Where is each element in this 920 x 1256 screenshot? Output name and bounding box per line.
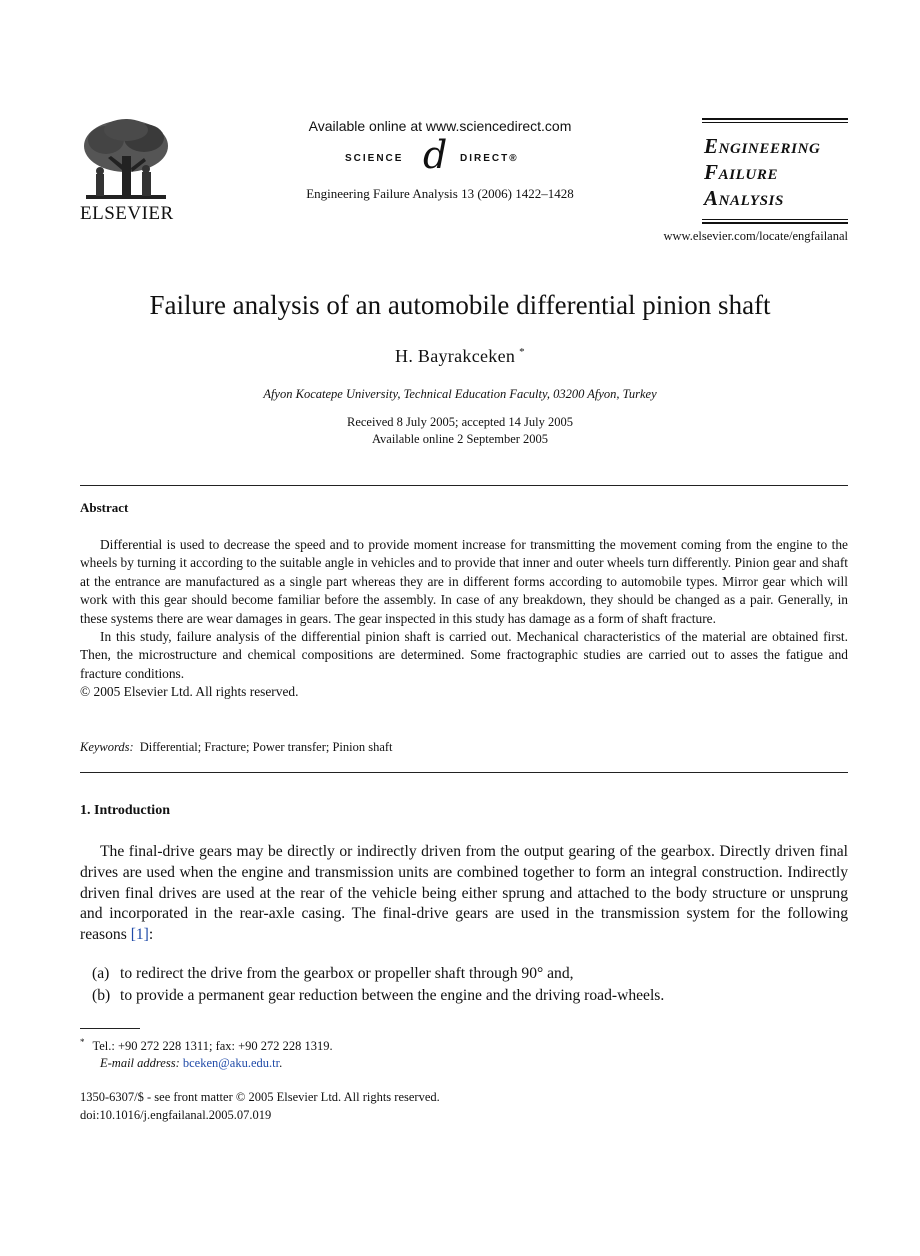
available-date: Available online 2 September 2005: [371, 432, 549, 446]
abstract-heading: Abstract: [80, 500, 129, 515]
journal-reference: Engineering Failure Analysis 13 (2006) 1422–1428: [306, 186, 574, 201]
journal-box-bottom-rule: [702, 222, 848, 224]
list-item-label: (a): [92, 965, 110, 982]
author-line: [0, 346, 920, 367]
sciencedirect-left: SCIENCE: [345, 153, 404, 164]
journal-title-cap-2: F: [704, 160, 719, 184]
author-footnote: [80, 1034, 333, 1072]
email-label: E-mail address:: [100, 1056, 180, 1070]
abstract-paragraph-2: In this study, failure analysis of the differential pinion shaft is carried out. Mechanical characteristics of the material are obtained first. Then, the microstructure and chemical compositions are determined. Some fractographic studies are carried out to asses the fatigue and fracture conditions.: [80, 629, 848, 681]
sciencedirect-at-icon: [423, 133, 448, 177]
list-item: [92, 963, 848, 985]
journal-title-rest-3: NALYSIS: [718, 193, 784, 209]
front-matter: [80, 1088, 440, 1124]
publisher-name: ELSEVIER: [80, 203, 174, 224]
journal-url-link[interactable]: www.elsevier.com/locate/engfailanal: [663, 229, 848, 243]
journal-box-bottom-rule-thin: [702, 219, 848, 220]
keywords: [80, 740, 393, 755]
citation-link[interactable]: [1]: [130, 926, 149, 944]
email-end: .: [279, 1056, 283, 1070]
introduction-paragraph-end: :: [148, 926, 154, 944]
header-center: [270, 118, 610, 202]
journal-box-top-rule: [702, 118, 848, 120]
issn-line: 1350-6307/$ - see front matter © 2005 Elsevier Ltd. All rights reserved.: [80, 1090, 440, 1104]
sciencedirect-right: DIRECT®: [460, 153, 519, 164]
footnote-contact: Tel.: +90 272 228 1311; fax: +90 272 228 1319.: [92, 1039, 333, 1053]
list-item-text: to provide a permanent gear reduction between the engine and the driving road-wheels.: [120, 986, 665, 1004]
available-online-text: Available online at www.sciencedirect.com: [308, 118, 572, 134]
keywords-list: Differential; Fracture; Power transfer; Pinion shaft: [139, 740, 393, 754]
footnote-contact-line: [80, 1034, 333, 1055]
abstract-paragraph-1: Differential is used to decrease the speed and to provide moment increase for transmitting the movement coming from the engine to the wheels by turning it according to the suitable angle in vehicles and to provide that inner and outer wheels turn differently. Pinion gear and shaft at the entrance are manufactured as a single part whereas they are in different forms according to automobile types. Mirror gear which will work with this gear should become familiar before the assembly. In case of any breakdown, they should be changed as a pair. Generally, in these systems there are wear damages in gears. The gear inspected in this study has damage as a form of shaft fracture.: [80, 537, 848, 626]
list-item: [92, 985, 848, 1007]
journal-title-box: [702, 118, 848, 224]
article-dates: [0, 414, 920, 448]
author-footnote-mark[interactable]: *: [519, 346, 525, 358]
abstract-body: [80, 536, 848, 702]
footnote-email-line: [80, 1055, 333, 1072]
journal-title-cap-1: E: [704, 134, 719, 158]
doi-line: doi:10.1016/j.engfailanal.2005.07.019: [80, 1108, 272, 1122]
footnote-rule: [80, 1028, 140, 1029]
abstract-bottom-rule: [80, 772, 848, 773]
introduction-body: [80, 842, 848, 946]
introduction-paragraph: [80, 842, 848, 946]
article-title: Failure analysis of an automobile differential pinion shaft: [149, 290, 771, 320]
abstract-copyright: © 2005 Elsevier Ltd. All rights reserved.: [80, 684, 299, 700]
section-heading-introduction: 1. Introduction: [80, 803, 170, 818]
journal-title-rest-1: NGINEERING: [718, 141, 821, 157]
journal-title: [702, 123, 848, 219]
introduction-paragraph-text: The final-drive gears may be directly or indirectly driven from the output gearing of the gearbox. Directly driven final drives are used when the engine and transmission units are combined together to form an integral construction. Indirectly driven final drives are used at the rear of the vehicle being either sprung and attached to the body structure or unsprung and incorporated in the rear-axle casing. The final-drive gears are used in the transmission system for the following reasons: [80, 843, 848, 944]
reasons-list: [92, 963, 848, 1006]
journal-title-rest-2: AILURE: [718, 167, 779, 183]
list-item-label: (b): [92, 986, 111, 1004]
keywords-label: Keywords:: [80, 740, 134, 754]
list-item-text: to redirect the drive from the gearbox or propeller shaft through 90° and,: [120, 965, 574, 982]
author-name: H. Bayrakceken: [395, 346, 516, 366]
journal-title-cap-3: A: [704, 186, 719, 210]
received-date: Received 8 July 2005; accepted 14 July 2005: [347, 415, 573, 429]
abstract-top-rule: [80, 485, 848, 486]
affiliation: Afyon Kocatepe University, Technical Education Faculty, 03200 Afyon, Turkey: [263, 387, 657, 401]
sciencedirect-at: d: [423, 133, 448, 177]
email-link[interactable]: bceken@aku.edu.tr: [182, 1056, 280, 1070]
footnote-mark: *: [80, 1037, 85, 1047]
sciencedirect-logo: [270, 133, 610, 177]
